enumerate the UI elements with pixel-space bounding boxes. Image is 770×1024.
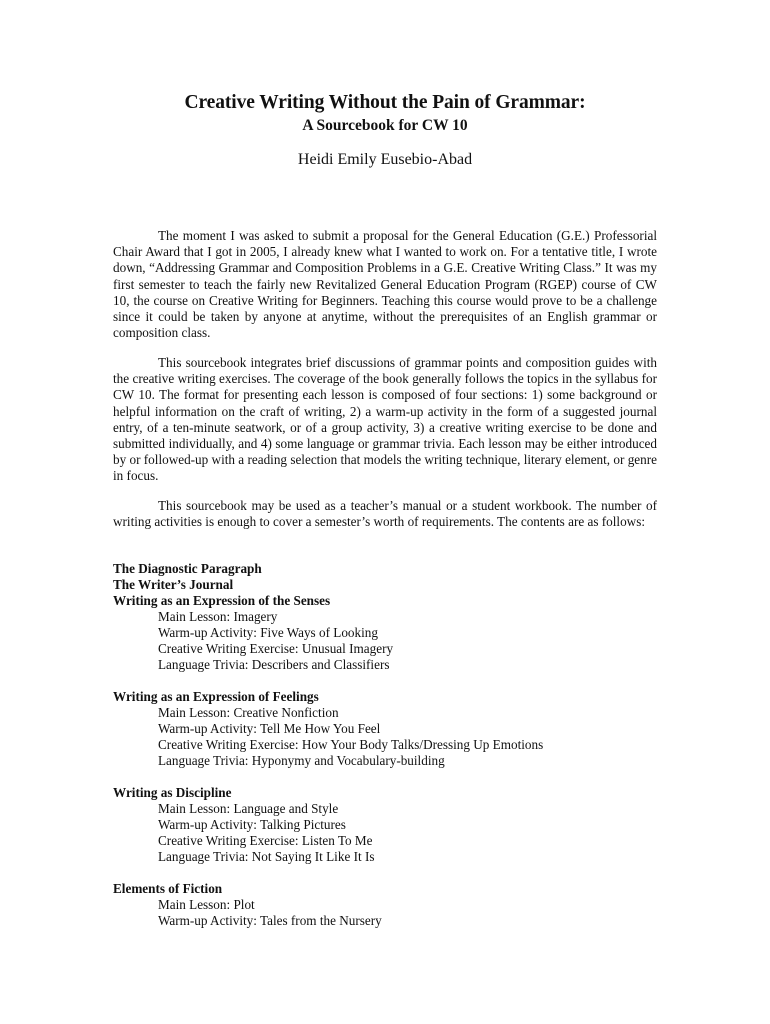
paragraph-intro: The moment I was asked to submit a proposal for the General Education (G.E.) Professorial Chair Award that I got in 2005, I already knew what I wanted to work on. For a tentative title, I wrote down, “Addressing Grammar and Composition Problems in a G.E. Creative Writing Class.” It was my first semester to teach the fairly new Revitalized General Education Program (RGEP) course of CW 10, the course on Creative Writing for Beginners. Teaching this course would prove to be a challenge since it could be taken by anyone at anytime, without the prerequisites of an English grammar or composition class. bbox=[113, 228, 657, 341]
toc-item: Warm-up Activity: Tales from the Nursery bbox=[158, 913, 382, 928]
toc-heading-diagnostic: The Diagnostic Paragraph bbox=[113, 561, 262, 576]
toc-item: Main Lesson: Plot bbox=[158, 897, 255, 912]
toc-heading-discipline: Writing as Discipline bbox=[113, 785, 232, 800]
toc-heading-feelings: Writing as an Expression of Feelings bbox=[113, 689, 319, 704]
paragraph-format: This sourcebook integrates brief discussions of grammar points and composition guides with the creative writing exercises. The coverage of the book generally follows the topics in the syllabus for CW 10. The format for presenting each lesson is composed of four sections: 1) some background or helpful information on the craft of writing, 2) a warm-up activity in the form of a suggested journal entry, of a ten-minute seatwork, or of a group activity, 3) a creative writing exercise to be done and submitted individually, and 4) some language or grammar trivia. Each lesson may be either introduced by or followed-up with a reading selection that models the writing technique, literary element, or genre in focus. bbox=[113, 354, 657, 484]
toc-item: Language Trivia: Not Saying It Like It Is bbox=[158, 849, 375, 864]
document-title: Creative Writing Without the Pain of Grammar: bbox=[184, 92, 586, 113]
toc-item: Warm-up Activity: Tell Me How You Feel bbox=[158, 721, 381, 736]
toc-item: Warm-up Activity: Five Ways of Looking bbox=[158, 625, 378, 640]
paragraph-usage: This sourcebook may be used as a teacher’s manual or a student workbook. The number of writing activities is enough to cover a semester’s worth of requirements. The contents are as follows: bbox=[113, 498, 657, 530]
document-subtitle: A Sourcebook for CW 10 bbox=[302, 117, 468, 134]
toc-item: Main Lesson: Language and Style bbox=[158, 801, 339, 816]
toc-item: Main Lesson: Imagery bbox=[158, 609, 278, 624]
toc-item: Language Trivia: Describers and Classifiers bbox=[158, 657, 390, 672]
toc-heading-journal: The Writer’s Journal bbox=[113, 577, 234, 592]
toc-item: Main Lesson: Creative Nonfiction bbox=[158, 705, 339, 720]
toc-item: Language Trivia: Hyponymy and Vocabulary-building bbox=[158, 753, 445, 768]
toc-item: Creative Writing Exercise: How Your Body Talks/Dressing Up Emotions bbox=[158, 737, 544, 752]
toc-heading-fiction: Elements of Fiction bbox=[113, 881, 223, 896]
spacer bbox=[113, 865, 657, 881]
spacer bbox=[113, 673, 657, 689]
spacer bbox=[113, 769, 657, 785]
toc-item: Creative Writing Exercise: Listen To Me bbox=[158, 833, 373, 848]
toc-item: Warm-up Activity: Talking Pictures bbox=[158, 817, 346, 832]
toc-heading-senses: Writing as an Expression of the Senses bbox=[113, 593, 331, 608]
toc-item: Creative Writing Exercise: Unusual Imagery bbox=[158, 641, 394, 656]
body-text bbox=[113, 228, 657, 544]
table-of-contents bbox=[113, 561, 657, 929]
author-name: Heidi Emily Eusebio-Abad bbox=[297, 151, 473, 168]
